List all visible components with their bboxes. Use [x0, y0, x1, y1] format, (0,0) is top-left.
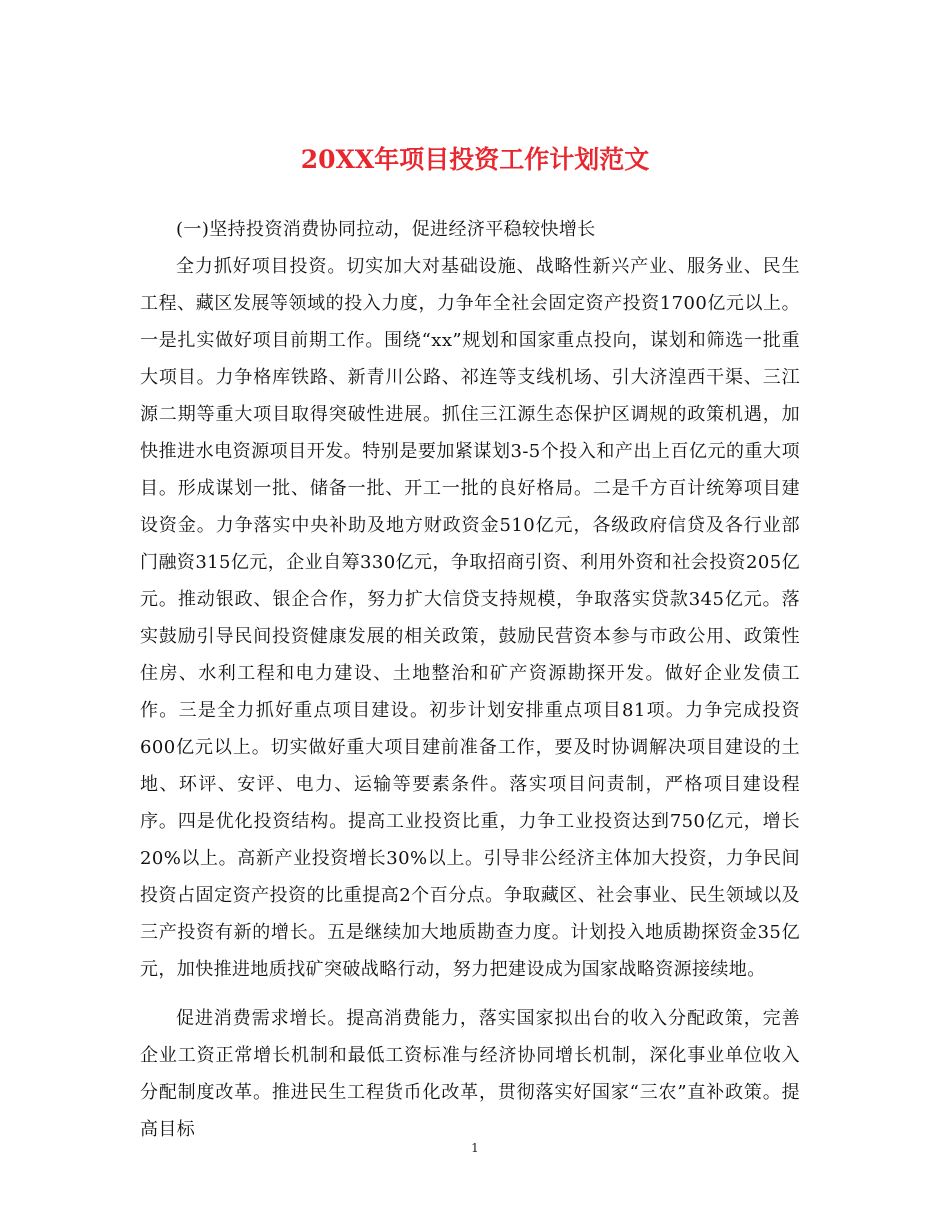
- section-heading: (一)坚持投资消费协同拉动，促进经济平稳较快增长: [176, 219, 596, 240]
- paragraph-consumption-demand: 促进消费需求增长。提高消费能力，落实国家拟出台的收入分配政策，完善企业工资正常增长机制和最低工资标准与经济协同增长机制，深化事业单位收入分配制度改革。推进民生工程货币化改革，贯彻落实好国家“三农”直补政策。提高目标: [140, 1008, 800, 1140]
- paragraph-project-investment: 全力抓好项目投资。切实加大对基础设施、战略性新兴产业、服务业、民生工程、藏区发展等领域的投入力度，力争年全社会固定资产投资1700亿元以上。一是扎实做好项目前期工作。围绕“xx”规划和国家重点投向，谋划和筛选一批重大项目。力争格库铁路、新青川公路、祁连等支线机场、引大济湟西干渠、三江源二期等重大项目取得突破性进展。抓住三江源生态保护区调规的政策机遇，加快推进水电资源项目开发。特别是要加紧谋划3-5个投入和产出上百亿元的重大项目。形成谋划一批、储备一批、开工一批的良好格局。二是千方百计统筹项目建设资金。力争落实中央补助及地方财政资金510亿元，各级政府信贷及各行业部门融资315亿元，企业自筹330亿元，争取招商引资、利用外资和社会投资205亿元。推动银政、银企合作，努力扩大信贷支持规模，争取落实贷款345亿元。落实鼓励引导民间投资健康发展的相关政策，鼓励民营资本参与市政公用、政策性住房、水利工程和电力建设、土地整治和矿产资源勘探开发。做好企业发债工作。三是全力抓好重点项目建设。初步计划安排重点项目81项。力争完成投资600亿元以上。切实做好重大项目建前准备工作，要及时协调解决项目建设的土地、环评、安评、电力、运输等要素条件。落实项目问责制，严格项目建设程序。四是优化投资结构。提高工业投资比重，力争工业投资达到750亿元，增长20%以上。高新产业投资增长30%以上。引导非公经济主体加大投资，力争民间投资占固定资产投资的比重提高2个百分点。争取藏区、社会事业、民生领域以及三产投资有新的增长。五是继续加大地质勘查力度。计划投入地质勘探资金35亿元，加快推进地质找矿突破战略行动，努力把建设成为国家战略资源接续地。: [140, 256, 800, 980]
- document-title: 20XX年项目投资工作计划范文: [300, 145, 650, 174]
- page-number: 1: [471, 1141, 479, 1155]
- document-body: [140, 211, 800, 1148]
